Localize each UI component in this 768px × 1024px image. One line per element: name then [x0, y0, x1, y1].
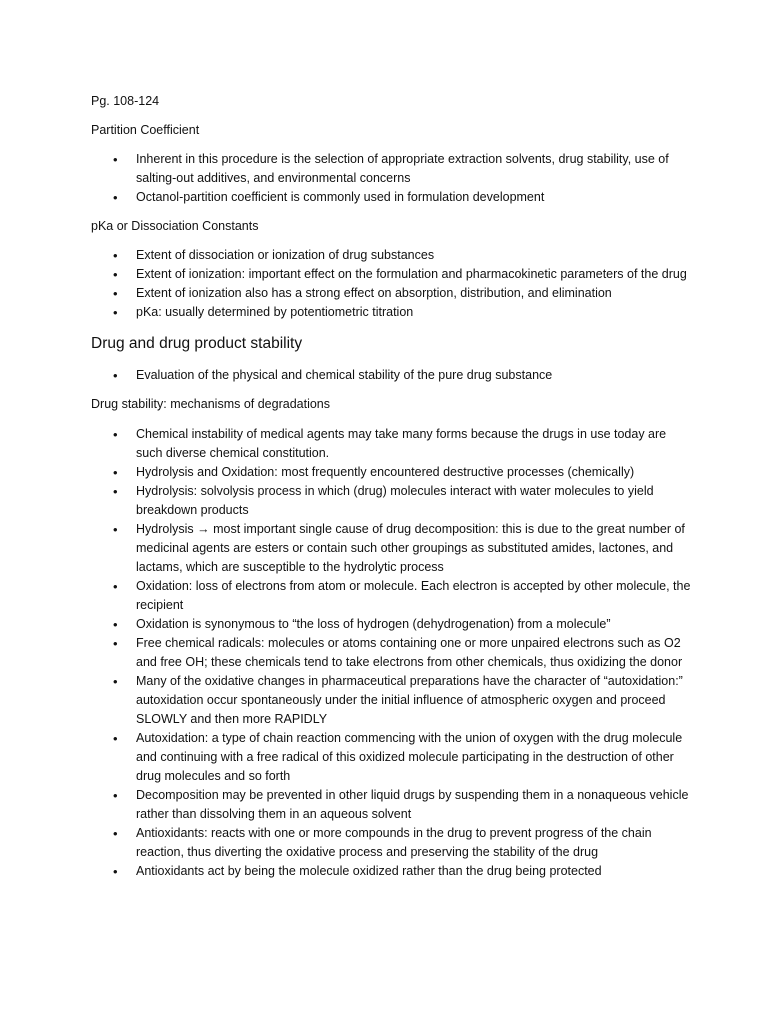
list-item: • Antioxidants act by being the molecule oxidized rather than the drug being protected: [91, 862, 691, 881]
list-item: • Extent of dissociation or ionization of drug substances: [91, 246, 691, 265]
list-item: • Chemical instability of medical agents may take many forms because the drugs in use today are such diverse chemical constitution.: [91, 425, 691, 463]
pka-list: [91, 246, 691, 322]
page-range: Pg. 108-124: [91, 94, 160, 108]
list-item: • Autoxidation: a type of chain reaction commencing with the union of oxygen with the drug molecule and continuing with a free radical of this oxidized molecule participating in the destruction of other drug molecules and so forth: [91, 729, 691, 786]
list-item: • Many of the oxidative changes in pharmaceutical preparations have the character of “autoxidation:” autoxidation occur spontaneously under the initial influence of atmospheric oxygen and proceed SLOWLY and then more RAPIDLY: [91, 672, 691, 729]
list-item: • pKa: usually determined by potentiometric titration: [91, 303, 691, 322]
list-item: • Hydrolysis: solvolysis process in which (drug) molecules interact with water molecules to yield breakdown products: [91, 482, 691, 520]
partition-list: [91, 150, 691, 207]
degradation-heading: Drug stability: mechanisms of degradations: [91, 397, 331, 411]
list-item: • Inherent in this procedure is the selection of appropriate extraction solvents, drug stability, use of salting-out additives, and environmental concerns: [91, 150, 691, 188]
list-item: • Hydrolysis → most important single cause of drug decomposition: this is due to the great number of medicinal agents are esters or contain such other groupings as substituted amides, lactones, and lactams, which are susceptible to the hydrolytic process: [91, 520, 691, 577]
list-item: • Octanol-partition coefficient is commonly used in formulation development: [91, 188, 691, 207]
list-item: • Evaluation of the physical and chemical stability of the pure drug substance: [91, 366, 691, 385]
list-item: • Oxidation is synonymous to “the loss of hydrogen (dehydrogenation) from a molecule”: [91, 615, 691, 634]
list-item: • Antioxidants: reacts with one or more compounds in the drug to prevent progress of the chain reaction, thus diverting the oxidative process and preserving the stability of the drug: [91, 824, 691, 862]
list-item: • Oxidation: loss of electrons from atom or molecule. Each electron is accepted by other molecule, the recipient: [91, 577, 691, 615]
degradation-list: [91, 425, 691, 881]
list-item: • Hydrolysis and Oxidation: most frequently encountered destructive processes (chemically): [91, 463, 691, 482]
list-item: • Decomposition may be prevented in other liquid drugs by suspending them in a nonaqueous vehicle rather than dissolving them in an aqueous solvent: [91, 786, 691, 824]
list-item: • Extent of ionization: important effect on the formulation and pharmacokinetic parameters of the drug: [91, 265, 691, 284]
list-item: • Free chemical radicals: molecules or atoms containing one or more unpaired electrons such as O2 and free OH; these chemicals tend to take electrons from other chemicals, thus oxidizing the donor: [91, 634, 691, 672]
list-item: • Extent of ionization also has a strong effect on absorption, distribution, and elimination: [91, 284, 691, 303]
stability-heading: Drug and drug product stability: [91, 335, 303, 352]
stability-list: [91, 366, 691, 385]
partition-heading: Partition Coefficient: [91, 123, 200, 137]
pka-heading: pKa or Dissociation Constants: [91, 219, 259, 233]
document-body: [91, 92, 691, 881]
